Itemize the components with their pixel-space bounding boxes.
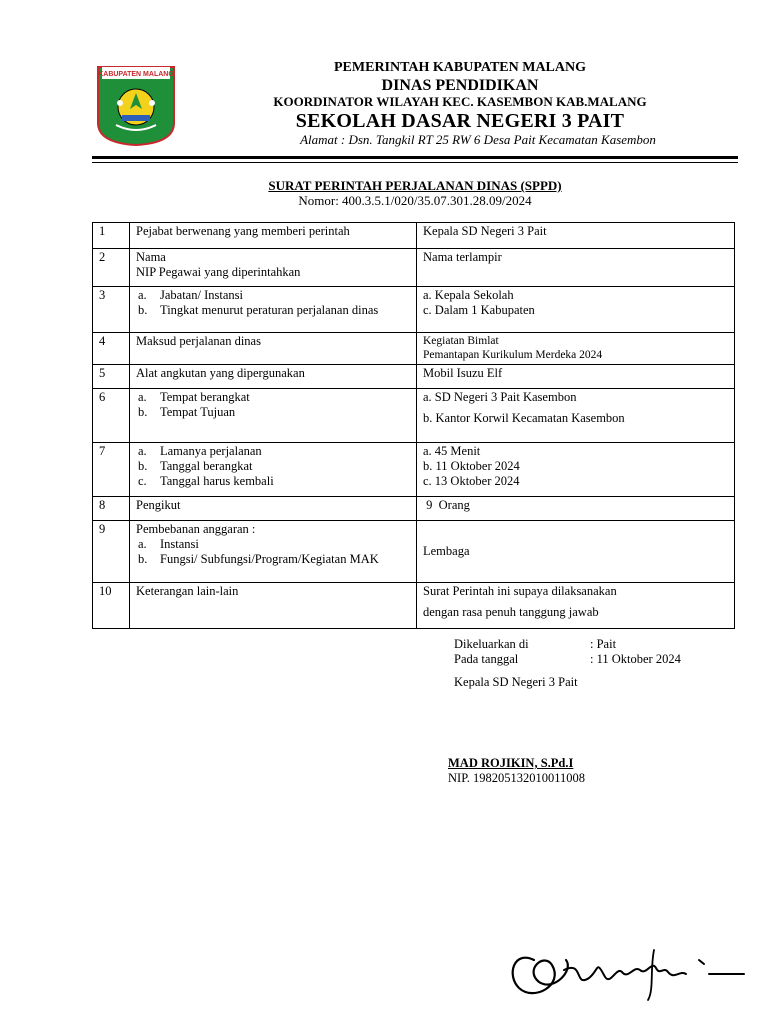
value-line: b. 11 Oktober 2024 xyxy=(423,459,520,473)
list-text: Lamanya perjalanan xyxy=(160,444,262,458)
header-divider-thin xyxy=(92,162,738,163)
row-value: Lembaga xyxy=(417,521,735,583)
value-line: a. 45 Menit xyxy=(423,444,481,458)
list-item xyxy=(136,459,410,474)
label-line: Pembebanan anggaran : xyxy=(136,522,256,536)
signer-position: Kepala SD Negeri 3 Pait xyxy=(454,675,578,689)
signer-name: MAD ROJIKIN, S.Pd.I xyxy=(448,756,574,770)
row-number: 2 xyxy=(93,249,130,287)
value-line: Pemantapan Kurikulum Merdeka 2024 xyxy=(423,349,603,361)
table-row xyxy=(93,249,735,287)
list-marker: c. xyxy=(138,474,147,488)
row-value: Mobil Isuzu Elf xyxy=(417,365,735,389)
row-label xyxy=(130,249,417,287)
list-item xyxy=(136,552,410,567)
header-divider-thick xyxy=(92,156,738,159)
row-label: Pejabat berwenang yang memberi perintah xyxy=(130,223,417,249)
document-title: SURAT PERINTAH PERJALANAN DINAS (SPPD) xyxy=(268,178,562,193)
row-number: 4 xyxy=(93,333,130,365)
table-row xyxy=(93,389,735,443)
row-number: 8 xyxy=(93,497,130,521)
header-government: PEMERINTAH KABUPATEN MALANG xyxy=(334,60,586,75)
row-label xyxy=(130,443,417,497)
document-number: Nomor: 400.3.5.1/020/35.07.301.28.09/2024 xyxy=(298,193,532,208)
row-number: 9 xyxy=(93,521,130,583)
list-item xyxy=(136,474,410,489)
list-item xyxy=(136,303,410,318)
row-label: Keterangan lain-lain xyxy=(130,583,417,629)
issued-at-label: Dikeluarkan di xyxy=(454,637,529,651)
list-marker: a. xyxy=(138,537,147,551)
list-marker: a. xyxy=(138,288,147,302)
table-row xyxy=(93,521,735,583)
row-number: 6 xyxy=(93,389,130,443)
list-text: Tempat berangkat xyxy=(160,390,250,404)
header-coordinator: KOORDINATOR WILAYAH KEC. KASEMBON KAB.MALANG xyxy=(273,94,647,109)
table-row xyxy=(93,223,735,249)
list-text: Tanggal harus kembali xyxy=(160,474,274,488)
value-line: c. Dalam 1 Kabupaten xyxy=(423,303,535,317)
value-line: dengan rasa penuh tanggung jawab xyxy=(423,605,599,619)
value-line: Kegiatan Bimlat xyxy=(423,335,499,347)
issued-date-label: Pada tanggal xyxy=(454,652,519,666)
row-number: 1 xyxy=(93,223,130,249)
row-number: 5 xyxy=(93,365,130,389)
svg-text:KABUPATEN MALANG: KABUPATEN MALANG xyxy=(98,71,174,78)
list-text: Tanggal berangkat xyxy=(160,459,253,473)
list-marker: b. xyxy=(138,552,148,566)
issued-date-value: : 11 Oktober 2024 xyxy=(590,652,681,666)
list-text: Fungsi/ Subfungsi/Program/Kegiatan MAK xyxy=(160,552,379,566)
row-label: Pengikut xyxy=(130,497,417,521)
table-row xyxy=(93,497,735,521)
list-text: Tempat Tujuan xyxy=(160,405,236,419)
table-row xyxy=(93,287,735,333)
kabupaten-malang-logo xyxy=(94,63,178,147)
row-value: 9 Orang xyxy=(417,497,735,521)
header-school-name: SEKOLAH DASAR NEGERI 3 PAIT xyxy=(295,110,625,132)
list-marker: b. xyxy=(138,405,148,419)
header-department: DINAS PENDIDIKAN xyxy=(381,77,539,94)
issued-at-value: : Pait xyxy=(590,637,617,651)
list-text: Instansi xyxy=(160,537,199,551)
label-line: Nama xyxy=(136,250,166,264)
row-value xyxy=(417,333,735,365)
list-text: Jabatan/ Instansi xyxy=(160,288,243,302)
list-marker: b. xyxy=(138,459,148,473)
sppd-table xyxy=(92,222,735,629)
list-marker: a. xyxy=(138,444,147,458)
row-value: Kepala SD Negeri 3 Pait xyxy=(417,223,735,249)
value-line: a. Kepala Sekolah xyxy=(423,288,514,302)
row-value xyxy=(417,287,735,333)
row-label xyxy=(130,521,417,583)
row-value xyxy=(417,583,735,629)
table-row xyxy=(93,583,735,629)
label-line: NIP Pegawai yang diperintahkan xyxy=(136,265,301,279)
value-line: c. 13 Oktober 2024 xyxy=(423,474,520,488)
value-line: b. Kantor Korwil Kecamatan Kasembon xyxy=(423,411,625,425)
row-number: 7 xyxy=(93,443,130,497)
row-value: Nama terlampir xyxy=(417,249,735,287)
header-address: Alamat : Dsn. Tangkil RT 25 RW 6 Desa Pait Kecamatan Kasembon xyxy=(300,132,656,147)
row-number: 10 xyxy=(93,583,130,629)
list-item xyxy=(136,390,410,405)
signer-nip: NIP. 198205132010011008 xyxy=(448,771,586,785)
list-item xyxy=(136,537,410,552)
row-label xyxy=(130,287,417,333)
value-line: Surat Perintah ini supaya dilaksanakan xyxy=(423,584,617,598)
row-label xyxy=(130,389,417,443)
table-row xyxy=(93,365,735,389)
list-text: Tingkat menurut peraturan perjalanan dinas xyxy=(160,303,379,317)
table-row xyxy=(93,443,735,497)
list-marker: b. xyxy=(138,303,148,317)
row-value xyxy=(417,443,735,497)
row-label: Alat angkutan yang dipergunakan xyxy=(130,365,417,389)
list-item xyxy=(136,405,410,420)
list-item xyxy=(136,288,410,303)
row-number: 3 xyxy=(93,287,130,333)
value-line: a. SD Negeri 3 Pait Kasembon xyxy=(423,390,577,404)
table-row xyxy=(93,333,735,365)
handwritten-signature xyxy=(504,930,754,1010)
row-value xyxy=(417,389,735,443)
list-item xyxy=(136,444,410,459)
row-label: Maksud perjalanan dinas xyxy=(130,333,417,365)
list-marker: a. xyxy=(138,390,147,404)
